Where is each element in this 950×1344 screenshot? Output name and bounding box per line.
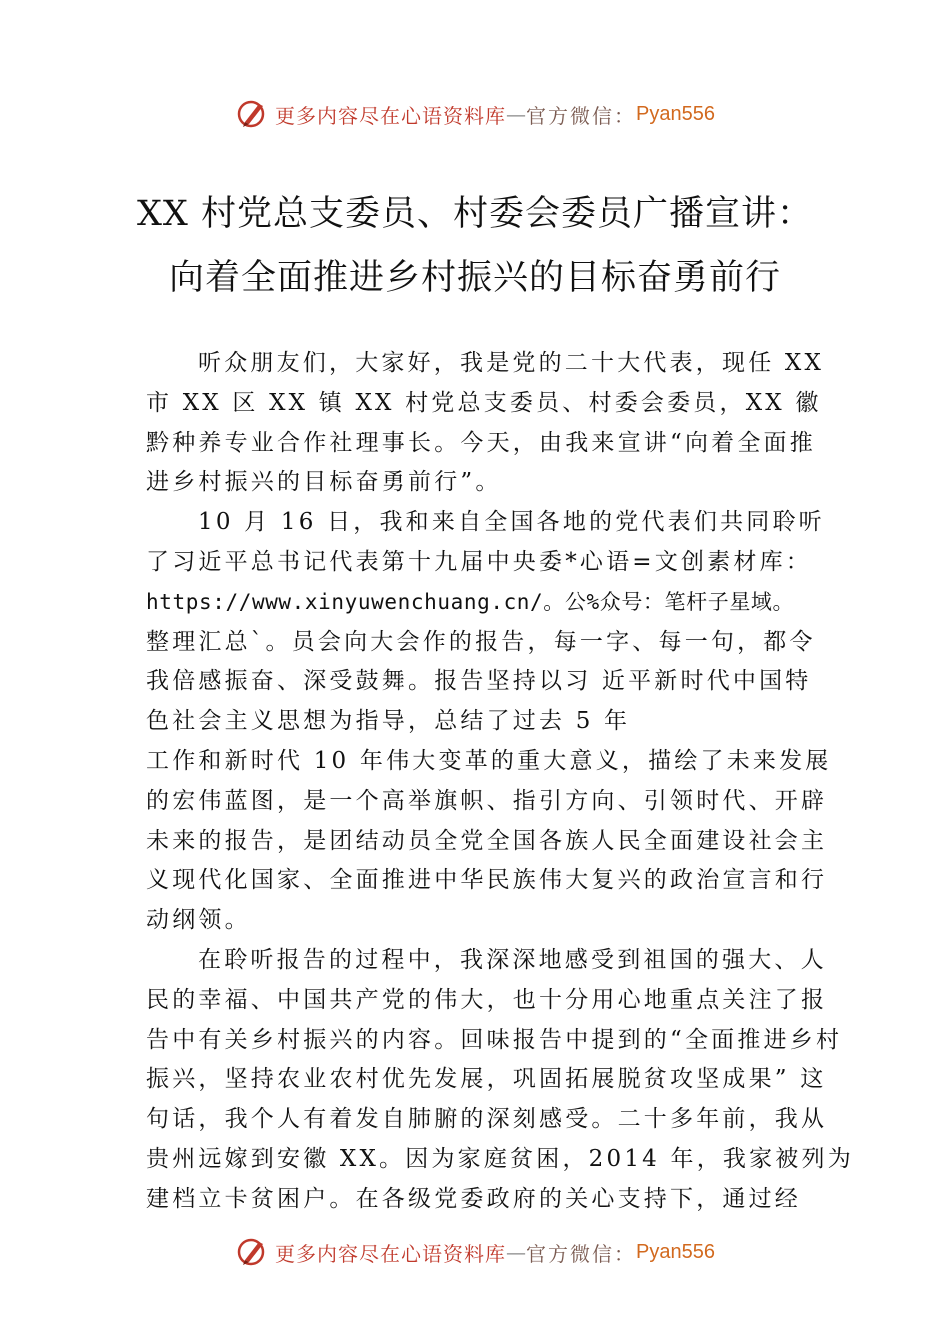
text-line: 在聆听报告的过程中，我深深地感受到祖国的强大、人	[198, 946, 827, 973]
banner-separator: —	[506, 102, 527, 126]
banner-wechat-label: 官方微信：	[526, 103, 637, 128]
text-line: 建档立卡贫困户。在各级党委政府的关心支持下，通过经	[146, 1185, 801, 1212]
text-line: 了习近平总书记代表第十九届中央委*心语=文创素材库：	[146, 548, 812, 575]
banner-wechat-id: Pyan556	[636, 102, 715, 125]
footer-banner	[0, 1232, 950, 1272]
text-line: 市 XX 区 XX 镇 XX 村党总支委员、村委会委员，XX 徽	[146, 389, 822, 416]
banner-wechat-id: Pyan556	[636, 1240, 715, 1263]
header-banner	[0, 94, 950, 134]
text-line: 我倍感振奋、深受鼓舞。报告坚持以习 近平新时代中国特	[146, 668, 812, 695]
pen-logo-icon	[235, 96, 271, 132]
text-line: 听众朋友们，大家好，我是党的二十大代表，现任 XX	[198, 350, 825, 376]
text-line: 义现代化国家、全面推进中华民族伟大复兴的政治宣言和行	[146, 867, 828, 894]
text-line: 振兴，坚持农业农村优先发展，巩固拓展脱贫攻坚成果” 这	[146, 1066, 827, 1093]
text-line: 进乡村振兴的目标奋勇前行”。	[146, 469, 502, 496]
banner-text: 更多内容尽在心语资料库	[275, 103, 507, 128]
text-line: 黔种养专业合作社理事长。今天，由我来宣讲“向着全面推	[146, 429, 816, 456]
pen-logo-icon	[235, 1234, 271, 1270]
body-text	[146, 344, 854, 1220]
text-line: 10 月 16 日，我和来自全国各地的党代表们共同聆听	[198, 509, 825, 536]
text-line: 动纲领。	[146, 907, 251, 934]
text-line: 整理汇总`。员会向大会作的报告，每一字、每一句，都令	[146, 628, 816, 655]
text-line: 告中有关乡村振兴的内容。回味报告中提到的“全面推进乡村	[146, 1026, 843, 1053]
banner-separator: —	[506, 1240, 527, 1264]
title-line-2: 向着全面推进乡村振兴的目标奋勇前行	[168, 258, 781, 298]
text-line: 的宏伟蓝图，是一个高举旗帜、指引方向、引领时代、开辟	[146, 787, 828, 814]
banner-wechat-label: 官方微信：	[526, 1241, 637, 1266]
text-line: 未来的报告，是团结动员全党全国各族人民全面建设社会主	[146, 827, 828, 854]
text-line: 色社会主义思想为指导，总结了过去 5 年	[146, 708, 631, 735]
text-line: https://www.xinyuwenchuang.cn/。公%众号：笔杆子星域。	[146, 589, 795, 614]
title-line-1: XX 村党总支委员、村委会委员广播宣讲：	[137, 194, 813, 234]
text-line: 工作和新时代 10 年伟大变革的重大意义，描绘了未来发展	[146, 747, 832, 774]
text-line: 贵州远嫁到安徽 XX。因为家庭贫困，2014 年，我家被列为	[146, 1145, 854, 1172]
text-line: 民的幸福、中国共产党的伟大，也十分用心地重点关注了报	[146, 986, 828, 1013]
banner-text: 更多内容尽在心语资料库	[275, 1241, 507, 1266]
text-line: 句话，我个人有着发自肺腑的深刻感受。二十多年前，我从	[146, 1106, 828, 1133]
